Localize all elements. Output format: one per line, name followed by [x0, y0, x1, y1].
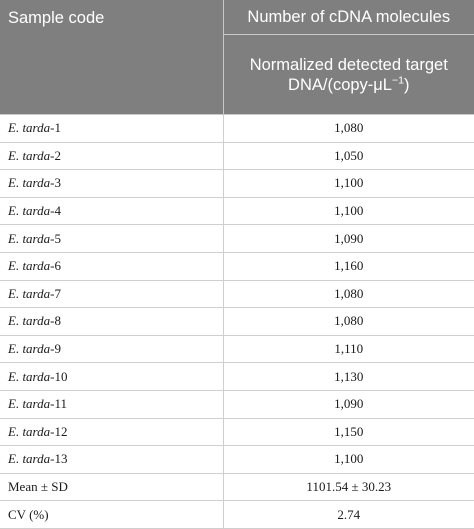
sample-code-cell [0, 390, 223, 418]
molecule-count-cell: 1,050 [223, 142, 474, 170]
header-normalized-exponent: −1 [391, 74, 404, 86]
table-row [0, 142, 474, 170]
species-name: E. tarda [8, 285, 51, 301]
table-row [0, 115, 474, 143]
summary-row [0, 473, 474, 501]
species-name: E. tarda [8, 341, 51, 357]
species-name: E. tarda [8, 423, 51, 439]
header-normalized-target [223, 35, 474, 115]
table-row [0, 390, 474, 418]
table-row [0, 225, 474, 253]
table-row [0, 418, 474, 446]
species-name: E. tarda [8, 451, 51, 467]
sample-suffix: -13 [50, 451, 68, 467]
summary-value: 2.74 [223, 501, 474, 529]
molecule-count-cell: 1,090 [223, 390, 474, 418]
sample-code-cell [0, 115, 223, 143]
table-row [0, 335, 474, 363]
header-row-1 [0, 0, 474, 35]
molecule-count-cell: 1,160 [223, 252, 474, 280]
molecule-count-cell: 1,090 [223, 225, 474, 253]
header-normalized-close: ) [403, 75, 410, 94]
species-name: E. tarda [8, 175, 51, 191]
sample-suffix: -1 [50, 120, 61, 136]
species-name: E. tarda [8, 203, 51, 219]
species-name: E. tarda [8, 147, 51, 163]
header-normalized-line2 [288, 76, 409, 94]
sample-suffix: -11 [50, 396, 67, 412]
table-header [0, 0, 474, 115]
sample-suffix: -9 [50, 341, 61, 357]
sample-code-cell [0, 225, 223, 253]
sample-suffix: -12 [50, 423, 68, 439]
table-row [0, 363, 474, 391]
sample-code-cell [0, 142, 223, 170]
header-number-of-molecules: Number of cDNA molecules [223, 0, 474, 35]
table-row [0, 446, 474, 474]
molecule-count-cell: 1,100 [223, 197, 474, 225]
molecule-count-cell: 1,080 [223, 308, 474, 336]
molecule-count-cell: 1,080 [223, 280, 474, 308]
sample-code-cell [0, 170, 223, 198]
table-row [0, 197, 474, 225]
sample-suffix: -4 [50, 203, 61, 219]
sample-suffix: -6 [50, 258, 61, 274]
sample-code-cell [0, 335, 223, 363]
species-name: E. tarda [8, 120, 51, 136]
molecule-count-cell: 1,130 [223, 363, 474, 391]
species-name: E. tarda [8, 313, 51, 329]
table-row [0, 308, 474, 336]
species-name: E. tarda [8, 230, 51, 246]
sample-suffix: -5 [50, 230, 61, 246]
sample-suffix: -7 [50, 285, 61, 301]
sample-suffix: -10 [50, 368, 68, 384]
species-name: E. tarda [8, 396, 51, 412]
sample-code-cell [0, 363, 223, 391]
species-name: E. tarda [8, 258, 51, 274]
sample-code-cell [0, 308, 223, 336]
sample-code-cell [0, 418, 223, 446]
molecule-count-cell: 1,100 [223, 170, 474, 198]
molecule-count-cell: 1,150 [223, 418, 474, 446]
species-name: E. tarda [8, 368, 51, 384]
summary-value: 1101.54 ± 30.23 [223, 473, 474, 501]
table-row [0, 280, 474, 308]
molecule-count-cell: 1,110 [223, 335, 474, 363]
header-normalized-line1: Normalized detected target [249, 55, 448, 74]
table-body [0, 115, 474, 529]
summary-label: Mean ± SD [0, 473, 223, 501]
summary-label: CV (%) [0, 501, 223, 529]
sample-code-cell [0, 446, 223, 474]
sample-suffix: -8 [50, 313, 61, 329]
table-row [0, 170, 474, 198]
sample-suffix: -2 [50, 147, 61, 163]
summary-row [0, 501, 474, 529]
molecule-count-cell: 1,080 [223, 115, 474, 143]
header-normalized-unit: DNA/(copy-μL [288, 75, 392, 94]
sample-code-cell [0, 280, 223, 308]
sample-code-cell [0, 197, 223, 225]
sample-code-cell [0, 252, 223, 280]
table-row [0, 252, 474, 280]
molecule-count-cell: 1,100 [223, 446, 474, 474]
header-sample-code: Sample code [0, 0, 223, 115]
sample-suffix: -3 [50, 175, 61, 191]
